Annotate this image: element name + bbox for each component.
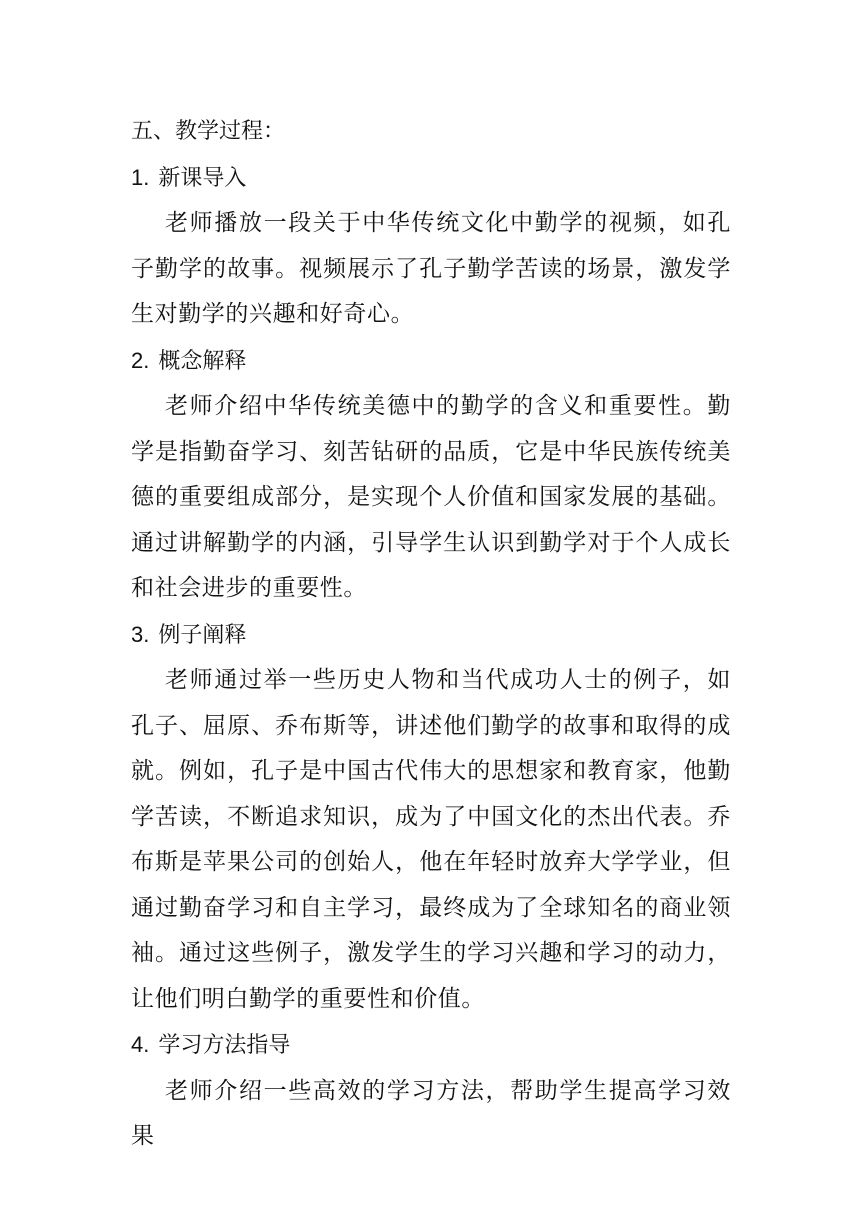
item-number: 1. bbox=[131, 164, 150, 190]
item-title: 概念解释 bbox=[158, 348, 247, 374]
item-title: 例子阐释 bbox=[158, 622, 247, 648]
item-heading-1 bbox=[131, 155, 731, 202]
item-heading-4 bbox=[131, 1022, 731, 1069]
item-title: 新课导入 bbox=[158, 165, 247, 191]
item-paragraph-1: 老师播放一段关于中华传统文化中勤学的视频，如孔子勤学的故事。视频展示了孔子勤学苦读的场景，激发学生对勤学的兴趣和好奇心。 bbox=[131, 210, 731, 327]
item-number: 4. bbox=[131, 1032, 150, 1057]
item-title: 学习方法指导 bbox=[158, 1033, 291, 1058]
item-number: 3. bbox=[131, 621, 150, 647]
item-paragraph-4: 老师介绍一些高效的学习方法，帮助学生提高学习效果 bbox=[131, 1077, 731, 1149]
item-number: 2. bbox=[131, 347, 150, 373]
document-body bbox=[131, 109, 731, 1160]
item-paragraph-3: 老师通过举一些历史人物和当代成功人士的例子，如孔子、屈原、乔布斯等，讲述他们勤学的故事和取得的成就。例如，孔子是中国古代伟大的思想家和教育家，他勤学苦读，不断追求知识，成为了中国文化的杰出代表。乔布斯是苹果公司的创始人，他在年轻时放弃大学学业，但通过勤奋学习和自主学习，最终成为了全球知名的商业领袖。通过这些例子，激发学生的学习兴趣和学习的动力，让他们明白勤学的重要性和价值。 bbox=[131, 667, 731, 1012]
item-heading-3 bbox=[131, 612, 731, 659]
section-heading: 五、教学过程： bbox=[131, 119, 286, 144]
item-heading-2 bbox=[131, 338, 731, 385]
item-paragraph-2: 老师介绍中华传统美德中的勤学的含义和重要性。勤学是指勤奋学习、刻苦钻研的品质，它是中华民族传统美德的重要组成部分，是实现个人价值和国家发展的基础。通过讲解勤学的内涵，引导学生认识到勤学对于个人成长和社会进步的重要性。 bbox=[131, 393, 731, 601]
